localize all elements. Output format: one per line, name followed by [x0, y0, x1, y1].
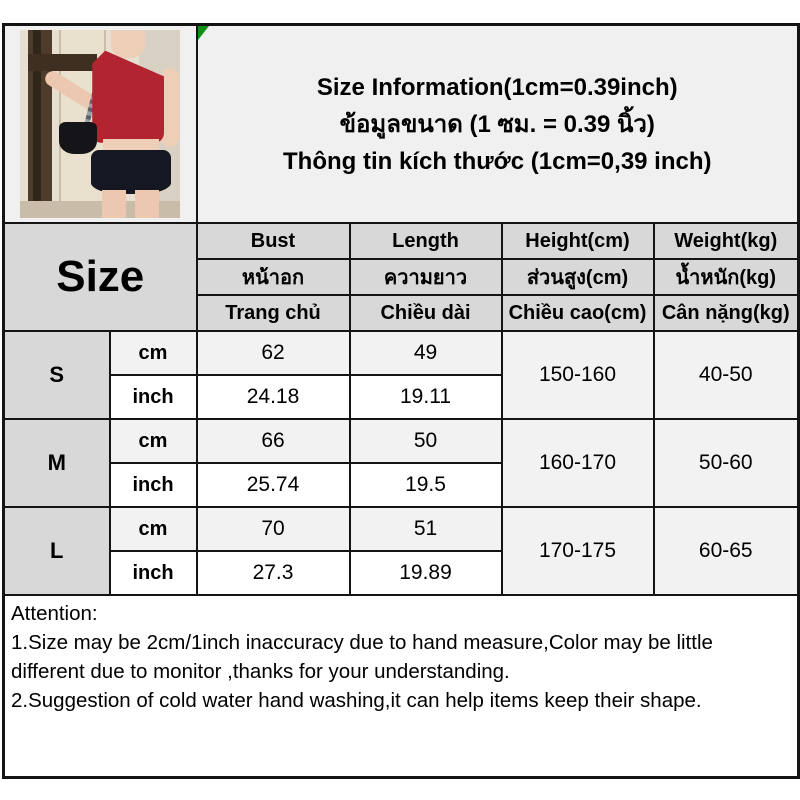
title-cell [197, 25, 799, 224]
title-english: Size Information(1cm=0.39inch) [316, 73, 678, 101]
l-length-inch: 19.89 [350, 551, 502, 595]
m-bust-inch: 25.74 [197, 463, 350, 507]
unit-label-cm: cm [110, 419, 197, 463]
photo-model-leg [102, 190, 126, 218]
l-weight-range: 60-65 [654, 507, 799, 595]
attention-line-2: 2.Suggestion of cold water hand washing,it can help items keep their shape. [11, 689, 702, 712]
attention-note [4, 595, 799, 778]
l-bust-cm: 70 [197, 507, 350, 551]
unit-label-cm: cm [110, 507, 197, 551]
unit-label-inch: inch [110, 463, 197, 507]
photo-model-neck [111, 30, 145, 58]
row-label-l: L [4, 507, 110, 595]
m-bust-cm: 66 [197, 419, 350, 463]
header-length-vi: Chiều dài [350, 295, 502, 331]
photo-handbag [59, 122, 97, 154]
unit-label-cm: cm [110, 331, 197, 375]
attention-line-1: 1.Size may be 2cm/1inch inaccuracy due to hand measure,Color may be little different due to monitor ,thanks for your understanding. [11, 631, 713, 683]
size-table [2, 23, 800, 779]
size-chart-sheet [2, 23, 797, 779]
title-thai: ข้อมูลขนาด (1 ซม. = 0.39 นิ้ว) [339, 110, 655, 138]
header-length-en: Length [350, 223, 502, 259]
header-weight-vi: Cân nặng(kg) [654, 295, 799, 331]
product-photo-cell [4, 25, 197, 224]
corner-flag-icon [198, 26, 209, 40]
m-weight-range: 50-60 [654, 419, 799, 507]
header-height-en: Height(cm) [502, 223, 654, 259]
size-header-cell: Size [4, 223, 197, 331]
attention-heading: Attention: [11, 602, 98, 625]
photo-beam [28, 54, 97, 71]
header-bust-vi: Trang chủ [197, 295, 350, 331]
unit-label-inch: inch [110, 375, 197, 419]
product-photo [20, 30, 180, 218]
header-bust-th: หน้าอก [197, 259, 350, 295]
l-bust-inch: 27.3 [197, 551, 350, 595]
photo-black-shorts [91, 150, 171, 193]
header-height-th: ส่วนสูง(cm) [502, 259, 654, 295]
m-length-inch: 19.5 [350, 463, 502, 507]
header-weight-en: Weight(kg) [654, 223, 799, 259]
s-length-cm: 49 [350, 331, 502, 375]
m-length-cm: 50 [350, 419, 502, 463]
header-weight-th: น้ำหนัก(kg) [654, 259, 799, 295]
l-height-range: 170-175 [502, 507, 654, 595]
s-weight-range: 40-50 [654, 331, 799, 419]
header-length-th: ความยาว [350, 259, 502, 295]
header-height-vi: Chiều cao(cm) [502, 295, 654, 331]
unit-label-inch: inch [110, 551, 197, 595]
photo-model-leg [135, 190, 159, 218]
row-label-s: S [4, 331, 110, 419]
s-length-inch: 19.11 [350, 375, 502, 419]
s-bust-cm: 62 [197, 331, 350, 375]
title-vietnamese: Thông tin kích thước (1cm=0,39 inch) [283, 147, 712, 175]
row-label-m: M [4, 419, 110, 507]
header-bust-en: Bust [197, 223, 350, 259]
m-height-range: 160-170 [502, 419, 654, 507]
s-bust-inch: 24.18 [197, 375, 350, 419]
s-height-range: 150-160 [502, 331, 654, 419]
l-length-cm: 51 [350, 507, 502, 551]
